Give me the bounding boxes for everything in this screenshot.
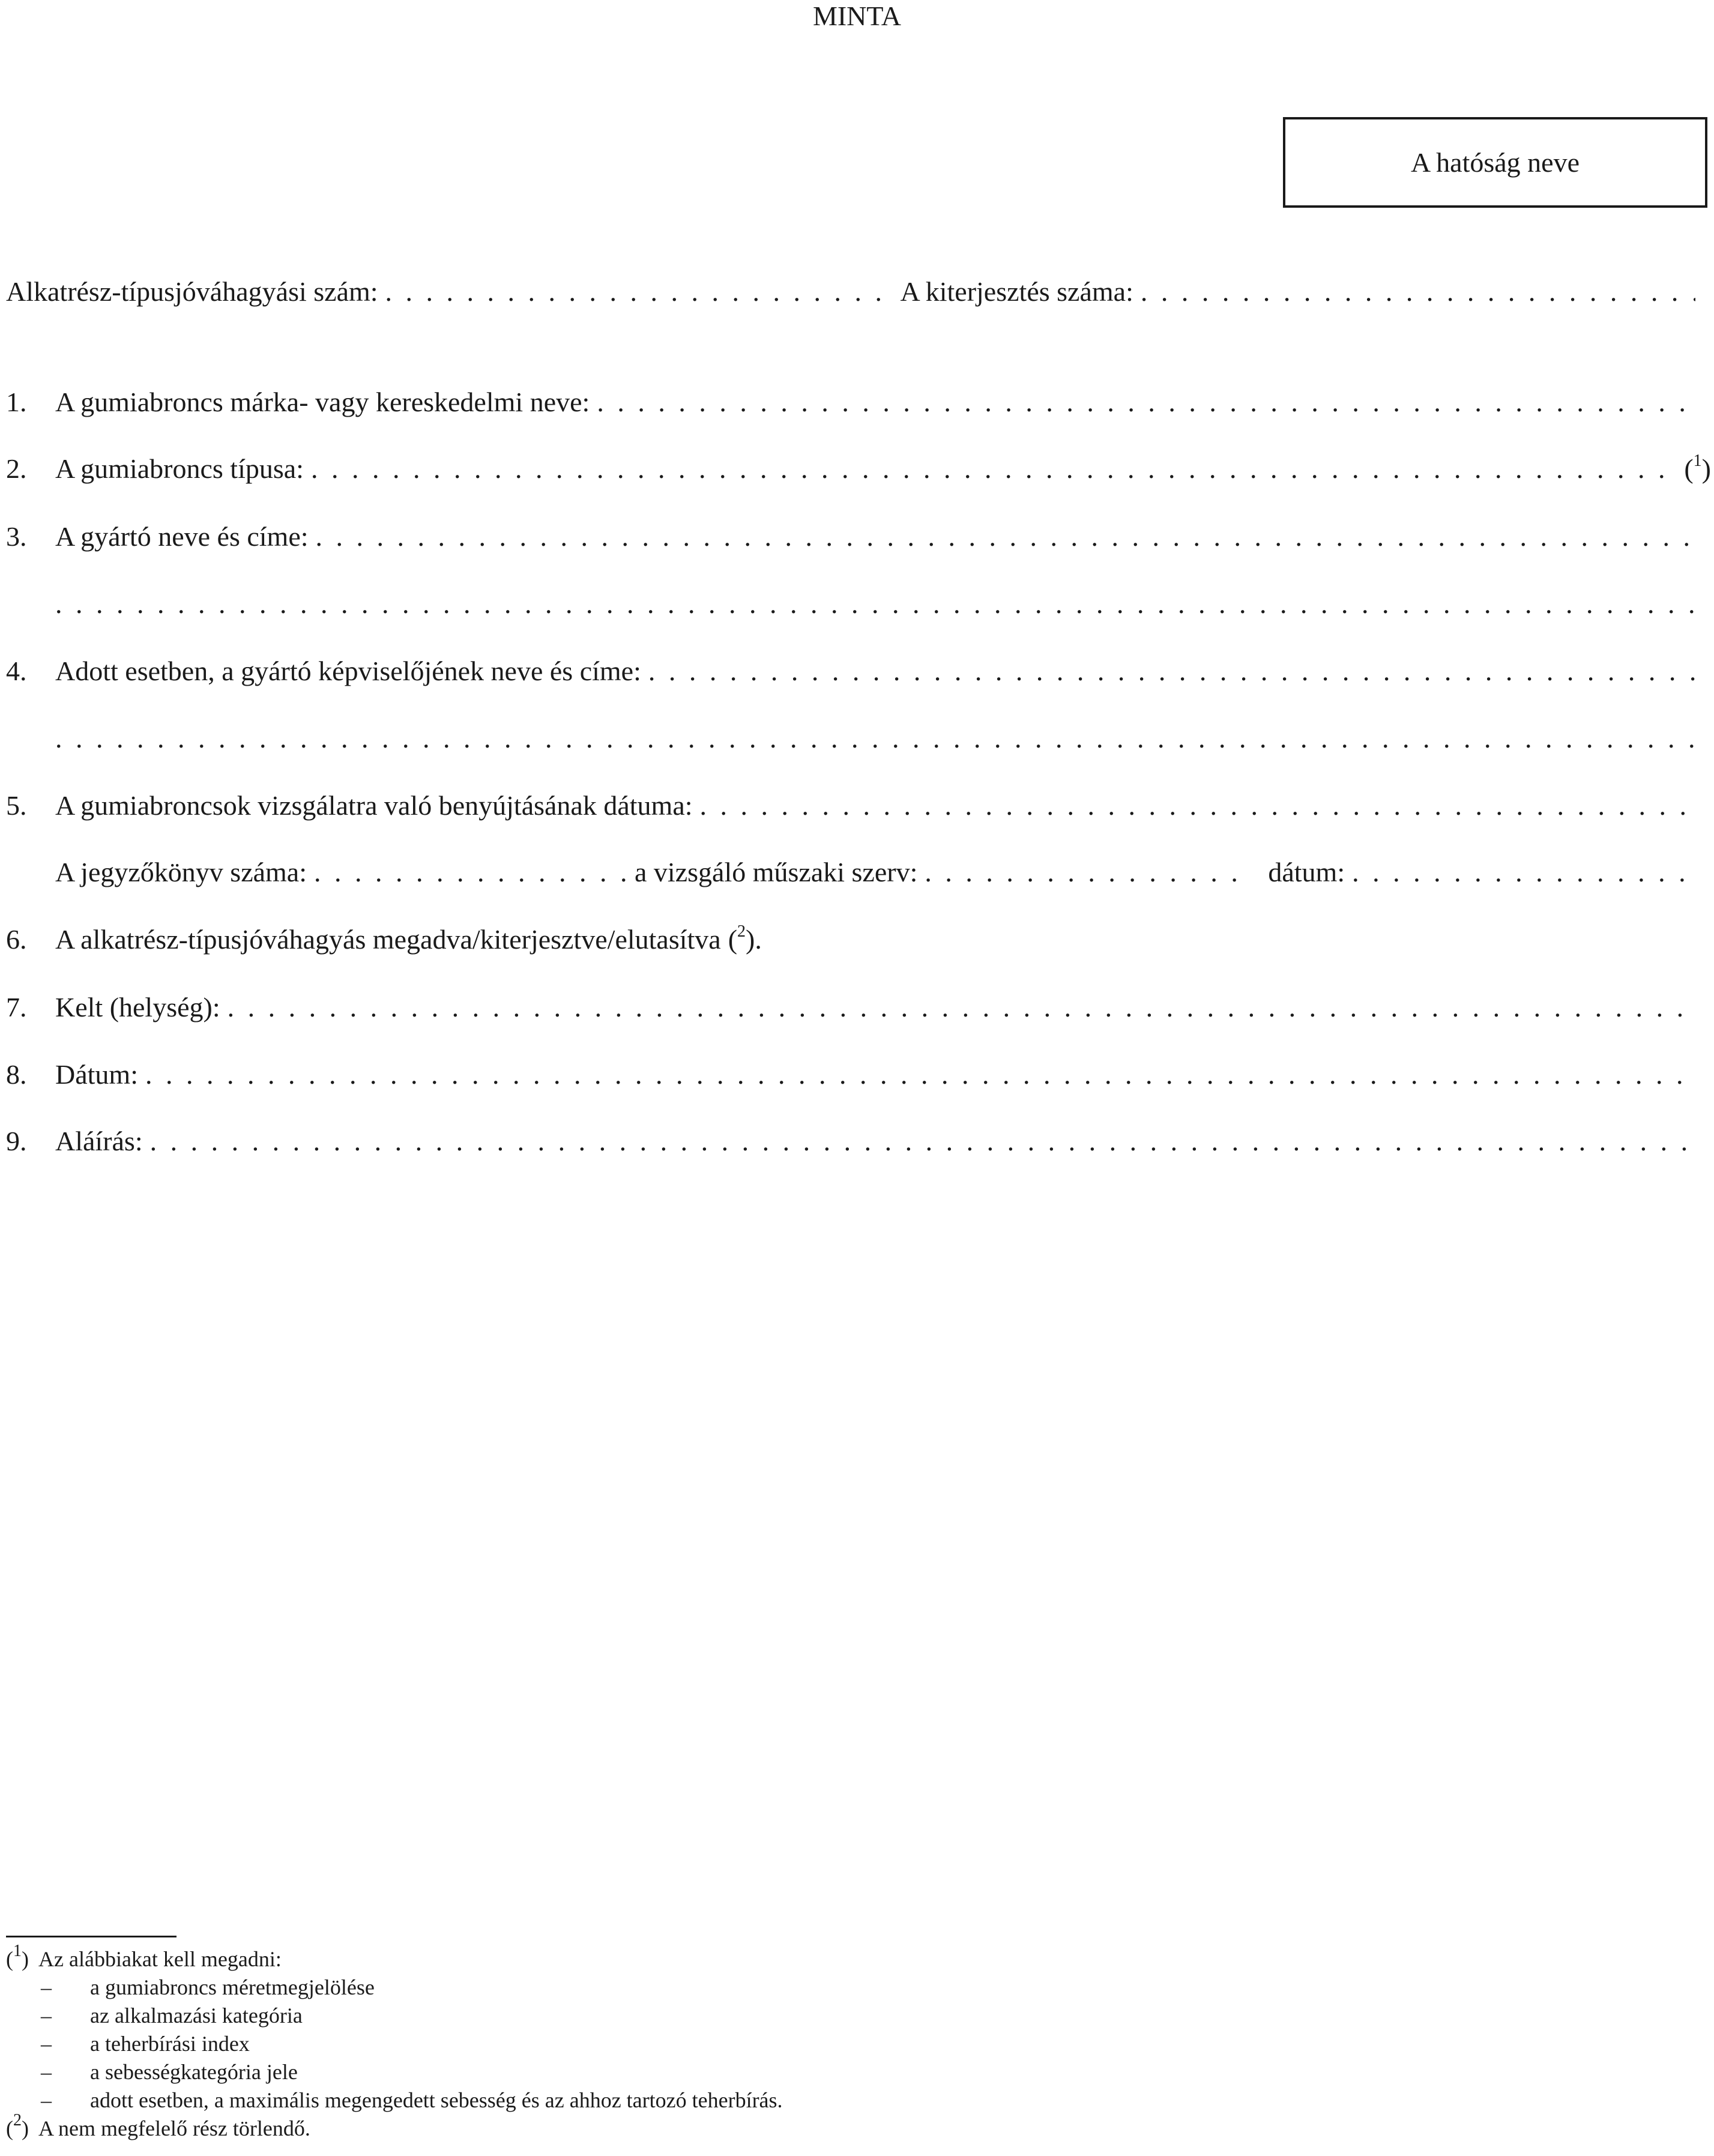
form-item-8 — [6, 1058, 1699, 1092]
form-item-4 — [6, 654, 1699, 688]
page-title: MINTA — [812, 1, 902, 31]
approval-number-label: Alkatrész-típusjóváhagyási szám: — [6, 276, 378, 307]
item-number: 7. — [6, 992, 27, 1022]
list-dash: – — [41, 2032, 52, 2056]
item-number: 4. — [6, 656, 27, 686]
item-label: Kelt (helység): — [55, 992, 220, 1022]
item-number: 3. — [6, 521, 27, 552]
footnote-1-item: az alkalmazási kategória — [90, 2004, 303, 2028]
footnote-1: ($^1$) Az alábbiakat kell megadni: — [6, 1942, 282, 1971]
list-dash: – — [41, 2060, 52, 2084]
footnote-1-item: a sebességkategória jele — [90, 2060, 298, 2084]
item-label: A gumiabroncs típusa: — [55, 453, 304, 484]
brand-name-field[interactable] — [597, 385, 1695, 419]
item-label: Adott esetben, a gyártó képviselőjének neve és címe: — [55, 656, 641, 686]
report-number-label: A jegyzőkönyv száma: — [55, 857, 307, 887]
item-label: Dátum: — [55, 1059, 138, 1090]
item-number: 6. — [6, 924, 27, 955]
date-field[interactable] — [145, 1058, 1695, 1092]
item-label: Aláírás: — [55, 1126, 143, 1156]
manufacturer-field[interactable] — [316, 520, 1695, 554]
submission-date-field[interactable] — [700, 789, 1695, 823]
item-label: A gumiabroncsok vizsgálatra való benyújtásának dátuma: — [55, 790, 693, 821]
form-item-7 — [6, 991, 1699, 1024]
item-number: 5. — [6, 790, 27, 821]
approval-number-field[interactable] — [385, 275, 890, 309]
form-item-2 — [6, 452, 1711, 486]
signature-field[interactable] — [150, 1125, 1695, 1158]
report-number-field[interactable] — [314, 856, 626, 889]
technical-service-field[interactable] — [925, 856, 1249, 889]
list-dash: – — [41, 1975, 52, 1999]
technical-service-label: a vizsgáló műszaki szerv: — [635, 857, 918, 887]
footnote-2: ($^2$) A nem megfelelő rész törlendő. — [6, 2111, 310, 2140]
footnote-separator — [6, 1936, 177, 1937]
form-item-6 — [6, 923, 1699, 956]
manufacturer-continuation-line — [55, 587, 1699, 621]
item-label: A gyártó neve és címe: — [55, 521, 309, 552]
representative-field-line-2[interactable] — [55, 722, 1695, 755]
form-item-3 — [6, 520, 1699, 554]
footnote-ref-1: ($^1$) — [1684, 451, 1711, 484]
item-number: 8. — [6, 1059, 27, 1090]
footnote-1-item: a gumiabroncs méretmegjelölése — [90, 1975, 375, 1999]
tyre-type-field[interactable] — [311, 452, 1680, 486]
manufacturer-field-line-2[interactable] — [55, 587, 1695, 621]
report-line — [55, 856, 1699, 889]
list-dash: – — [41, 2088, 52, 2112]
extension-number-field[interactable] — [1141, 275, 1695, 309]
authority-name-box — [1283, 117, 1707, 208]
approval-number-line — [6, 275, 1699, 309]
item-number: 2. — [6, 453, 27, 484]
place-field[interactable] — [228, 991, 1695, 1024]
footnote-1-item: adott esetben, a maximális megengedett sebesség és az ahhoz tartozó teherbírás. — [90, 2088, 783, 2112]
form-item-9 — [6, 1125, 1699, 1158]
form-item-1 — [6, 385, 1699, 419]
footnote-1-item: a teherbírási index — [90, 2032, 250, 2056]
list-dash: – — [41, 2004, 52, 2028]
item-number: 1. — [6, 387, 27, 417]
authority-name-label: A hatóság neve — [1410, 147, 1580, 178]
report-date-field[interactable] — [1352, 856, 1695, 889]
representative-continuation-line — [55, 722, 1699, 755]
item-label: A alkatrész-típusjóváhagyás megadva/kiterjesztve/elutasítva — [55, 924, 721, 955]
form-item-5 — [6, 789, 1699, 823]
item-number: 9. — [6, 1126, 27, 1156]
representative-field[interactable] — [648, 654, 1695, 688]
item-label: A gumiabroncs márka- vagy kereskedelmi neve: — [55, 387, 590, 417]
footnote-ref-2: ($^2$). — [728, 922, 762, 955]
extension-number-label: A kiterjesztés száma: — [900, 276, 1133, 307]
report-date-label: dátum: — [1268, 857, 1345, 887]
